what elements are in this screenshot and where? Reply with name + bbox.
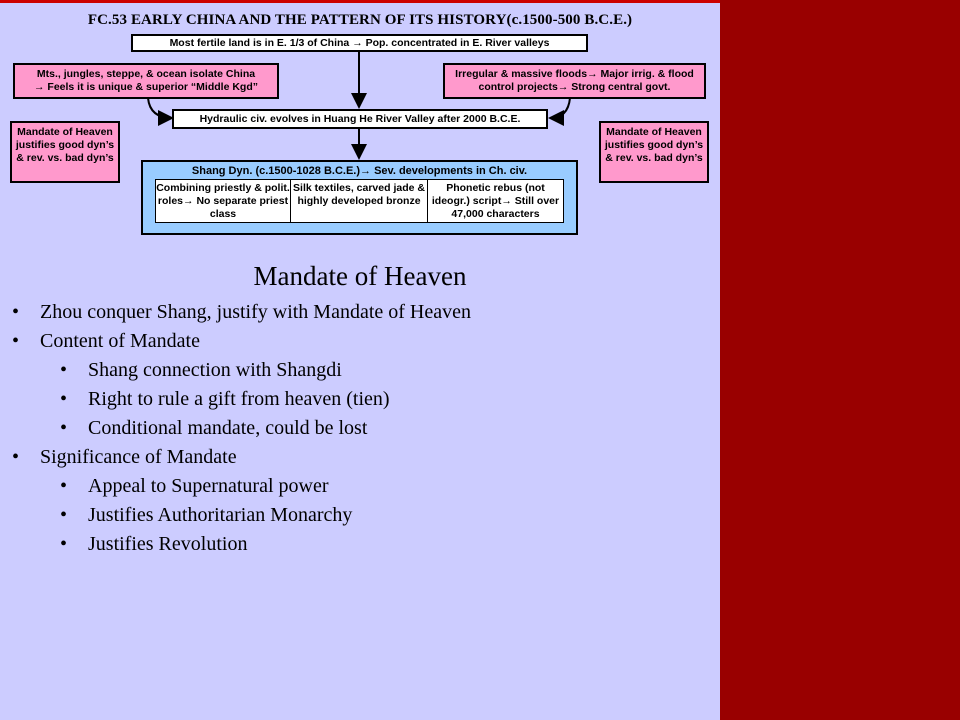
arrow-glyph: →	[183, 195, 194, 207]
arrow-glyph: →	[557, 81, 569, 93]
bullet-marker: •	[12, 301, 20, 323]
bullet-marker: •	[60, 359, 68, 381]
hydraulic-civ-text: Hydraulic civ. evolves in Huang He River Valley after 2000 B.C.E.	[199, 113, 521, 125]
bullet-text: Content of Mandate	[40, 330, 200, 352]
bullet-marker: •	[60, 533, 68, 555]
arrow-glyph: →	[587, 68, 598, 80]
bullet-marker: •	[60, 475, 68, 497]
floods-mid: Major irrig. & flood control projects	[478, 68, 694, 93]
bullet-text: Significance of Mandate	[40, 446, 237, 468]
mandate-left-text: Mandate of Heaven justifies good dyn’s & rev. vs. bad dyn’s	[15, 126, 115, 164]
bullet-text: Zhou conquer Shang, justify with Mandate of Heaven	[40, 301, 472, 323]
section-heading: Mandate of Heaven	[253, 261, 467, 291]
hydraulic-civ-box	[172, 109, 548, 129]
arrow-glyph: →	[33, 81, 45, 93]
floods-box	[443, 63, 706, 99]
bullet-marker: •	[60, 504, 68, 526]
shang-cell-silk	[290, 179, 428, 223]
arrow-floods-to-hydraulic	[550, 98, 570, 118]
bullet-marker: •	[12, 446, 20, 468]
isolation-box	[13, 63, 279, 99]
bullet-item	[0, 298, 471, 327]
shang-cell-silk-text: Silk textiles, carved jade & highly developed bronze	[293, 182, 425, 207]
arrow-glyph: →	[360, 165, 372, 177]
bullet-marker: •	[12, 330, 20, 352]
sub-bullet-item	[0, 530, 471, 559]
bullet-text: Right to rule a gift from heaven (tien)	[88, 388, 390, 410]
sub-bullet-item	[0, 356, 471, 385]
arrow-isolation-to-hydraulic	[148, 98, 172, 118]
sub-bullet-item	[0, 414, 471, 443]
sub-bullet-item	[0, 385, 471, 414]
mandate-right-box	[599, 121, 709, 183]
shang-header-result: Sev. developments in Ch. civ.	[371, 165, 528, 177]
fertile-land-box	[131, 34, 588, 52]
bullet-text: Appeal to Supernatural power	[88, 475, 329, 497]
shang-cell-priestly	[155, 179, 291, 223]
bullet-text: Justifies Revolution	[88, 533, 248, 555]
shang-cell-script-result: Still over 47,000 characters	[451, 195, 560, 220]
bullet-text: Justifies Authoritarian Monarchy	[88, 504, 353, 526]
bullet-text: Shang connection with Shangdi	[88, 359, 342, 381]
fertile-land-text: Most fertile land is in E. 1/3 of China	[169, 37, 353, 49]
shang-cell-priestly-text: Combining priestly & polit. roles	[156, 182, 290, 207]
isolation-line2: Feels it is unique & superior “Middle Kgd”	[44, 81, 259, 93]
shang-cell-script-text: Phonetic rebus (not ideogr.) script	[431, 182, 545, 207]
fertile-land-result: Pop. concentrated in E. River valleys	[362, 37, 550, 49]
arrow-glyph: →	[501, 195, 512, 207]
side-panel	[720, 0, 960, 720]
bullet-list	[0, 298, 471, 559]
slide-title: FC.53 EARLY CHINA AND THE PATTERN OF ITS HISTORY(c.1500-500 B.C.E.)	[87, 12, 633, 28]
shang-cell-script	[427, 179, 564, 223]
bullet-marker: •	[60, 388, 68, 410]
floods-result: Strong central govt.	[568, 81, 671, 93]
shang-header	[143, 165, 576, 178]
mandate-left-box	[10, 121, 120, 183]
shang-dynasty-box	[141, 160, 578, 235]
bullet-item	[0, 327, 471, 356]
sub-bullet-item	[0, 501, 471, 530]
floods-text: Irregular & massive floods	[455, 68, 588, 80]
bullet-text: Conditional mandate, could be lost	[88, 417, 368, 439]
mandate-right-text: Mandate of Heaven justifies good dyn’s & rev. vs. bad dyn’s	[604, 126, 704, 164]
sub-bullet-item	[0, 472, 471, 501]
shang-header-text: Shang Dyn. (c.1500-1028 B.C.E.)	[191, 165, 361, 177]
isolation-line1: Mts., jungles, steppe, & ocean isolate China	[36, 68, 256, 80]
arrow-glyph: →	[352, 37, 363, 49]
bullet-marker: •	[60, 417, 68, 439]
shang-cell-priestly-result: No separate priest class	[193, 195, 289, 220]
bullet-item	[0, 443, 471, 472]
